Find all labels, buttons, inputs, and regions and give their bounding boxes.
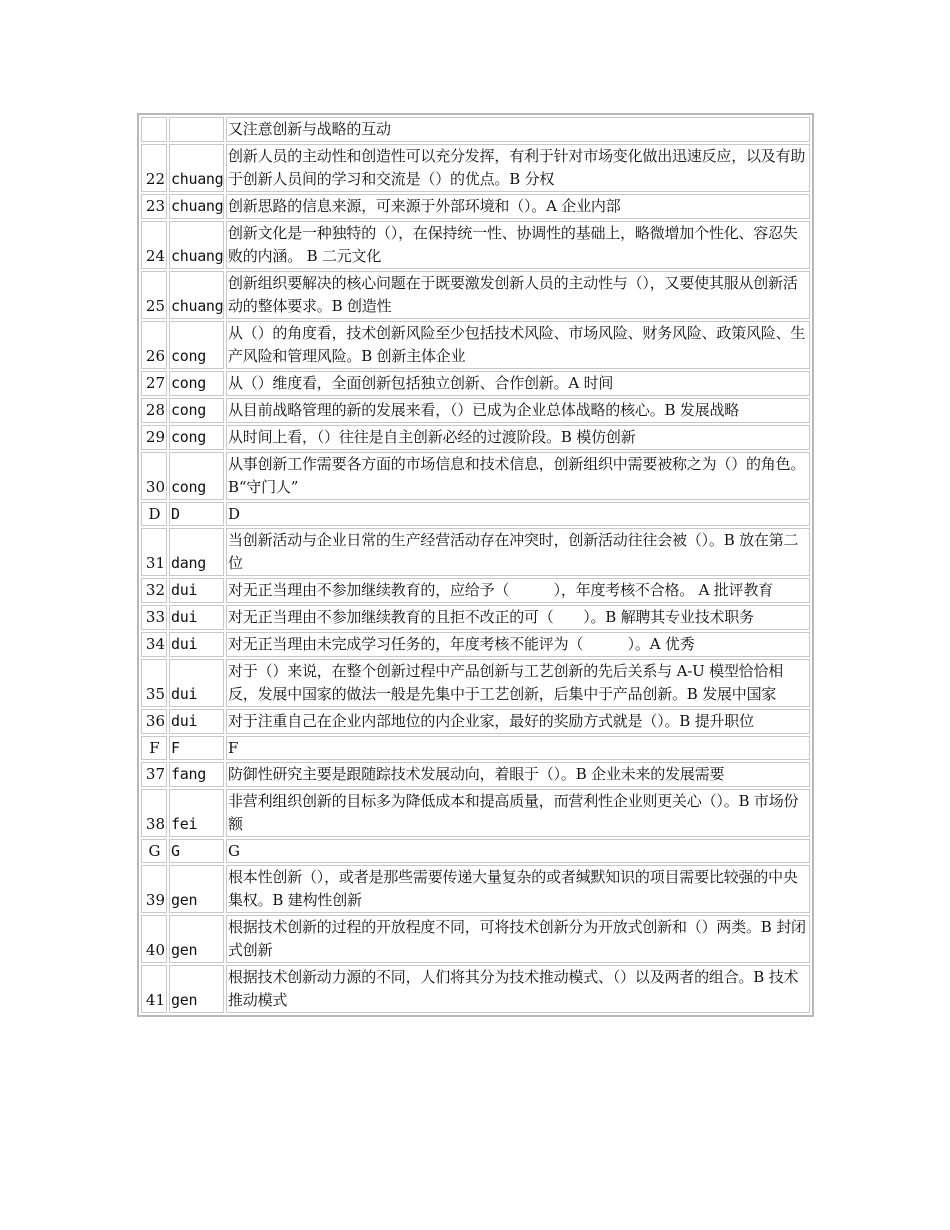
row-pinyin-key: fang — [169, 762, 224, 787]
row-question-text: 根据技术创新的过程的开放程度不同，可将技术创新分为开放式创新和（）两类。B 封闭式创新 — [226, 915, 810, 963]
row-number: D — [141, 502, 167, 526]
table-row — [141, 865, 810, 913]
row-pinyin-key: cong — [169, 398, 224, 423]
row-pinyin-key: gen — [169, 865, 224, 913]
row-question-text: 根本性创新（），或者是那些需要传递大量复杂的或者缄默知识的项目需要比较强的中央集权。B 建构性创新 — [226, 865, 810, 913]
row-pinyin-key: cong — [169, 452, 224, 500]
row-pinyin-key — [169, 117, 224, 142]
row-question-text: 创新组织要解决的核心问题在于既要激发创新人员的主动性与（），又要使其服从创新活动的整体要求。B 创造性 — [226, 271, 810, 319]
row-number: 37 — [141, 762, 167, 787]
table-row — [141, 221, 810, 269]
row-pinyin-key: dui — [169, 578, 224, 603]
row-question-text: 从事创新工作需要各方面的市场信息和技术信息，创新组织中需要被称之为（）的角色。 B“守门人” — [226, 452, 810, 500]
row-number: F — [141, 736, 167, 760]
row-question-text: G — [226, 839, 810, 863]
row-question-text: 创新思路的信息来源，可来源于外部环境和（）。A 企业内部 — [226, 194, 810, 219]
row-question-text: 从时间上看，（）往往是自主创新必经的过渡阶段。B 模仿创新 — [226, 425, 810, 450]
table-row — [141, 762, 810, 787]
row-pinyin-key: fei — [169, 789, 224, 837]
row-number: 23 — [141, 194, 167, 219]
row-number: 22 — [141, 144, 167, 192]
row-pinyin-key: G — [169, 839, 224, 863]
row-question-text: 从（）维度看，全面创新包括独立创新、合作创新。A 时间 — [226, 371, 810, 396]
row-pinyin-key: chuang — [169, 221, 224, 269]
row-pinyin-key: D — [169, 502, 224, 526]
row-question-text: 对于注重自己在企业内部地位的内企业家，最好的奖励方式就是（）。B 提升职位 — [226, 709, 810, 734]
row-question-text: 从目前战略管理的新的发展来看，（）已成为企业总体战略的核心。B 发展战略 — [226, 398, 810, 423]
row-question-text: 当创新活动与企业日常的生产经营活动存在冲突时，创新活动往往会被（）。B 放在第二位 — [226, 528, 810, 576]
table-row — [141, 659, 810, 707]
row-number: 31 — [141, 528, 167, 576]
table-row — [141, 452, 810, 500]
row-question-text: 对无正当理由不参加继续教育的且拒不改正的可（ ）。B 解聘其专业技术职务 — [226, 605, 810, 630]
row-question-text: 对于（）来说，在整个创新过程中产品创新与工艺创新的先后关系与 A-U 模型恰恰相反，发展中国家的做法一般是先集中于工艺创新，后集中于产品创新。B 发展中国家 — [226, 659, 810, 707]
row-number: 28 — [141, 398, 167, 423]
row-question-text: 根据技术创新动力源的不同，人们将其分为技术推动模式、（）以及两者的组合。B 技术推动模式 — [226, 965, 810, 1013]
row-question-text: 又注意创新与战略的互动 — [226, 117, 810, 142]
row-number — [141, 117, 167, 142]
row-number: 38 — [141, 789, 167, 837]
table-row — [141, 425, 810, 450]
question-table-body — [141, 117, 810, 1013]
table-row — [141, 605, 810, 630]
section-row — [141, 502, 810, 526]
row-number: 36 — [141, 709, 167, 734]
table-row — [141, 271, 810, 319]
table-row — [141, 789, 810, 837]
row-number: 32 — [141, 578, 167, 603]
table-row — [141, 915, 810, 963]
row-number: 26 — [141, 321, 167, 369]
table-row — [141, 632, 810, 657]
row-number: 34 — [141, 632, 167, 657]
row-number: 35 — [141, 659, 167, 707]
row-number: 27 — [141, 371, 167, 396]
row-pinyin-key: dui — [169, 632, 224, 657]
row-number: 24 — [141, 221, 167, 269]
table-row — [141, 398, 810, 423]
row-pinyin-key: F — [169, 736, 224, 760]
row-number: 33 — [141, 605, 167, 630]
row-pinyin-key: cong — [169, 321, 224, 369]
section-row — [141, 736, 810, 760]
table-row — [141, 194, 810, 219]
row-pinyin-key: gen — [169, 965, 224, 1013]
table-row — [141, 321, 810, 369]
section-row — [141, 839, 810, 863]
table-row — [141, 117, 810, 142]
row-pinyin-key: chuang — [169, 144, 224, 192]
row-pinyin-key: cong — [169, 425, 224, 450]
row-pinyin-key: dang — [169, 528, 224, 576]
table-row — [141, 709, 810, 734]
row-number: G — [141, 839, 167, 863]
row-question-text: 防御性研究主要是跟随踪技术发展动向，着眼于（）。B 企业未来的发展需要 — [226, 762, 810, 787]
table-row — [141, 965, 810, 1013]
table-row — [141, 528, 810, 576]
row-pinyin-key: cong — [169, 371, 224, 396]
row-question-text: 对无正当理由未完成学习任务的，年度考核不能评为（ ）。A 优秀 — [226, 632, 810, 657]
row-pinyin-key: dui — [169, 659, 224, 707]
row-question-text: F — [226, 736, 810, 760]
row-number: 30 — [141, 452, 167, 500]
row-question-text: 从（）的角度看，技术创新风险至少包括技术风险、市场风险、财务风险、政策风险、生产风险和管理风险。B 创新主体企业 — [226, 321, 810, 369]
row-pinyin-key: dui — [169, 605, 224, 630]
row-pinyin-key: gen — [169, 915, 224, 963]
row-pinyin-key: chuang — [169, 271, 224, 319]
row-number: 41 — [141, 965, 167, 1013]
row-question-text: 非营利组织创新的目标多为降低成本和提高质量，而营利性企业则更关心（）。B 市场份额 — [226, 789, 810, 837]
row-question-text: 创新文化是一种独特的（），在保持统一性、协调性的基础上，略微增加个性化、容忍失败的内涵。 B 二元文化 — [226, 221, 810, 269]
row-number: 25 — [141, 271, 167, 319]
row-question-text: D — [226, 502, 810, 526]
row-pinyin-key: chuang — [169, 194, 224, 219]
table-row — [141, 578, 810, 603]
row-number: 40 — [141, 915, 167, 963]
row-question-text: 对无正当理由不参加继续教育的，应给予（ ），年度考核不合格。 A 批评教育 — [226, 578, 810, 603]
row-question-text: 创新人员的主动性和创造性可以充分发挥，有利于针对市场变化做出迅速反应，以及有助于创新人员间的学习和交流是（）的优点。B 分权 — [226, 144, 810, 192]
row-pinyin-key: dui — [169, 709, 224, 734]
question-table — [137, 113, 814, 1017]
table-row — [141, 371, 810, 396]
row-number: 39 — [141, 865, 167, 913]
table-row — [141, 144, 810, 192]
row-number: 29 — [141, 425, 167, 450]
